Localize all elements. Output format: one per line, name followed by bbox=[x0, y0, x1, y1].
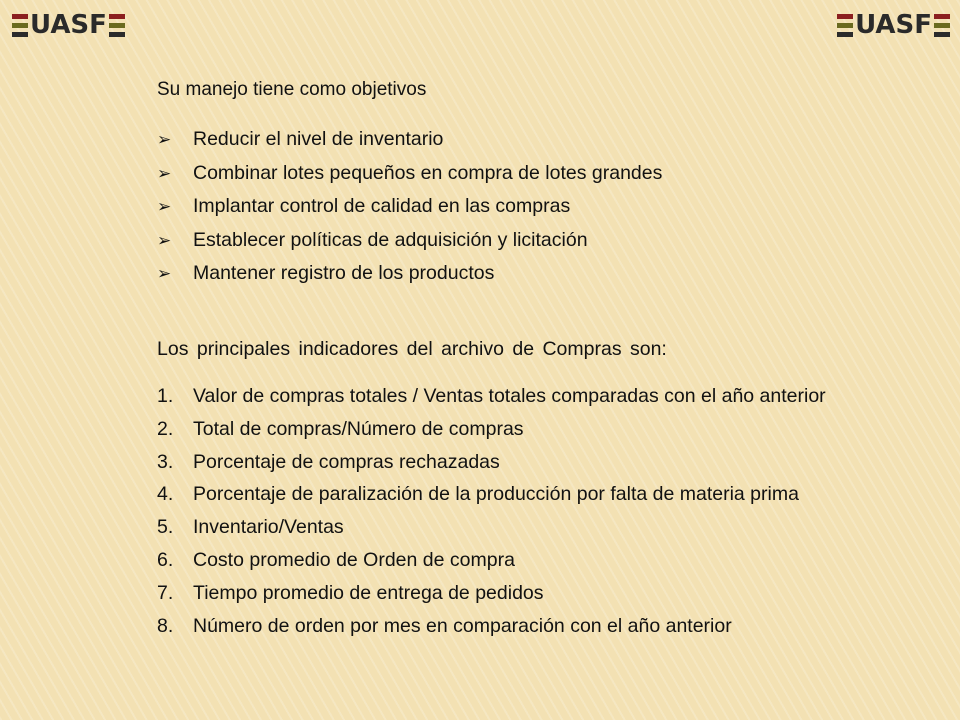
logo-mark-right-icon bbox=[934, 14, 950, 37]
objectives-intro: Su manejo tiene como objetivos bbox=[157, 79, 427, 100]
indicator-item bbox=[157, 446, 854, 479]
arrow-bullet-icon: ➢ bbox=[157, 264, 172, 284]
indicator-item bbox=[157, 544, 854, 577]
indicator-item bbox=[157, 610, 854, 643]
logo-mark-icon bbox=[12, 14, 28, 37]
indicator-text: Tiempo promedio de entrega de pedidos bbox=[193, 581, 544, 604]
indicator-number: 7. bbox=[157, 581, 174, 604]
indicator-text: Porcentaje de paralización de la producción por falta de materia prima bbox=[193, 483, 799, 506]
arrow-bullet-icon: ➢ bbox=[157, 230, 172, 250]
objective-item bbox=[157, 123, 662, 157]
indicator-text: Inventario/Ventas bbox=[193, 516, 344, 539]
indicator-number: 1. bbox=[157, 385, 174, 407]
logo-right bbox=[837, 8, 950, 42]
indicator-number: 2. bbox=[157, 417, 174, 440]
objective-text: Establecer políticas de adquisición y licitación bbox=[193, 228, 588, 251]
objective-item bbox=[157, 224, 662, 258]
indicator-text: Valor de compras totales / Ventas totales comparadas con el año anterior bbox=[193, 385, 826, 407]
indicator-item bbox=[157, 511, 854, 544]
logo-right-text: UASF bbox=[855, 10, 932, 40]
indicator-text: Porcentaje de compras rechazadas bbox=[193, 450, 500, 473]
objective-item bbox=[157, 257, 662, 291]
objective-text: Combinar lotes pequeños en compra de lotes grandes bbox=[193, 161, 663, 184]
objective-text: Implantar control de calidad en las compras bbox=[193, 195, 571, 218]
logo-mark-icon bbox=[837, 14, 853, 37]
objective-text: Reducir el nivel de inventario bbox=[193, 128, 444, 151]
indicator-number: 6. bbox=[157, 548, 174, 571]
indicators-list bbox=[157, 380, 854, 642]
indicator-item bbox=[157, 413, 854, 446]
logo-left-text: UASF bbox=[30, 10, 107, 40]
arrow-bullet-icon: ➢ bbox=[157, 197, 172, 217]
indicator-item bbox=[157, 577, 854, 610]
objective-text: Mantener registro de los productos bbox=[193, 262, 495, 285]
indicator-text: Número de orden por mes en comparación con el año anterior bbox=[193, 614, 732, 637]
logo-mark-right-icon bbox=[109, 14, 125, 37]
indicator-item bbox=[157, 478, 854, 511]
objective-item bbox=[157, 157, 662, 191]
logo-left bbox=[12, 8, 125, 42]
arrow-bullet-icon: ➢ bbox=[157, 163, 172, 183]
objective-item bbox=[157, 190, 662, 224]
indicator-number: 8. bbox=[157, 614, 174, 637]
indicator-text: Costo promedio de Orden de compra bbox=[193, 548, 515, 571]
indicator-item bbox=[157, 380, 854, 413]
indicator-number: 5. bbox=[157, 516, 174, 539]
indicator-number: 4. bbox=[157, 483, 174, 506]
indicators-intro: Los principales indicadores del archivo de Compras son: bbox=[157, 338, 667, 360]
arrow-bullet-icon: ➢ bbox=[157, 130, 172, 150]
objectives-list bbox=[157, 123, 662, 291]
indicator-number: 3. bbox=[157, 450, 174, 473]
indicator-text: Total de compras/Número de compras bbox=[193, 417, 524, 440]
